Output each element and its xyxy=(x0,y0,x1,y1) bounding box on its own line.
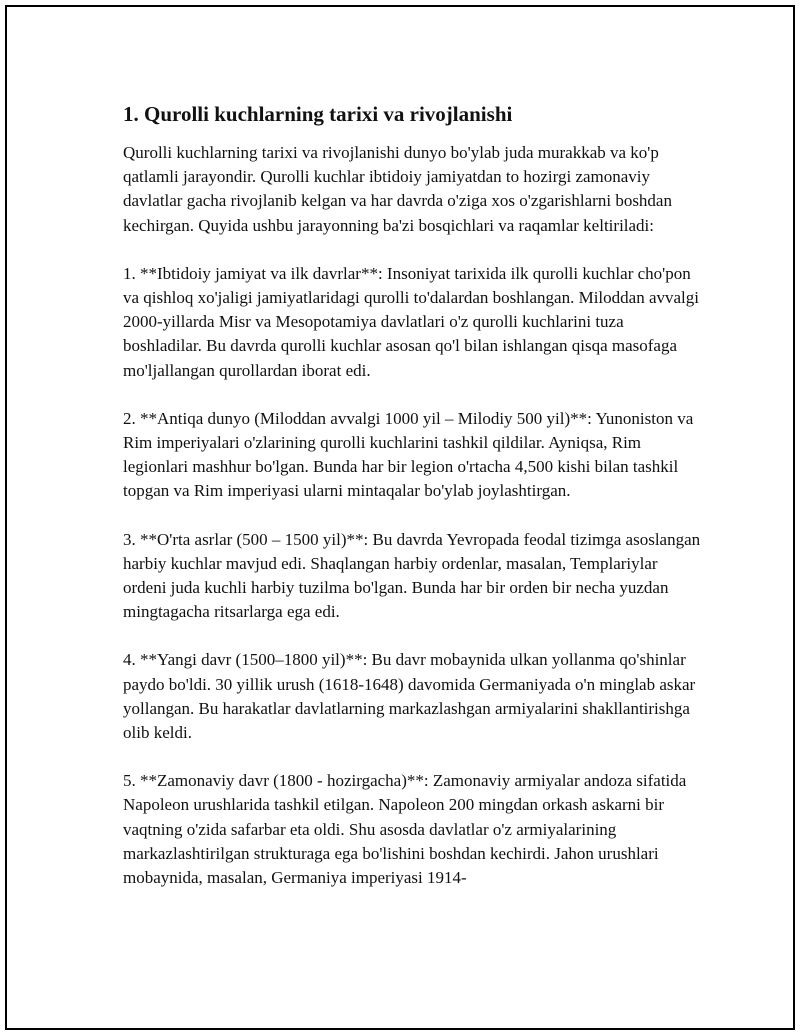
document-body xyxy=(123,100,703,914)
period-paragraph-antiquity: 2. **Antiqa dunyo (Miloddan avvalgi 1000 yil – Milodiy 500 yil)**: Yunoniston va Rim imperiyalari o'zlarining qurolli kuchlarini tashkil qildilar. Ayniqsa, Rim legionlari mashhur bo'lgan. Bunda har bir legion o'rtacha 4,500 kishi bilan tashkil topgan va Rim imperiyasi ularni mintaqalar bo'ylab joylashtirgan. xyxy=(123,408,694,501)
period-paragraph-modern: 5. **Zamonaviy davr (1800 - hozirgacha)**: Zamonaviy armiyalar andoza sifatida Napoleon urushlarida tashkil etilgan. Napoleon 200 mingdan orkash askarni bir vaqtning o'zida safarbar eta oldi. Shu asosda davlatlar o'z armiyalarining markazlashtirilgan strukturaga ega bo'lishini boshdan kechirdi. Jahon urushlari mobaynida, masalan, Germaniya imperiyasi 1914- xyxy=(123,771,687,888)
period-paragraph-early-modern: 4. **Yangi davr (1500–1800 yil)**: Bu davr mobaynida ulkan yollanma qo'shinlar paydo bo'ldi. 30 yillik urush (1618-1648) davomida Germaniyada o'n minglab askar yollangan. Bu harakatlar davlatlarning markazlashgan armiyalarini shakllantirishga olib keldi. xyxy=(123,650,696,743)
section-heading: 1. Qurolli kuchlarning tarixi va rivojlanishi xyxy=(123,102,513,126)
period-paragraph-primitive: 1. **Ibtidoiy jamiyat va ilk davrlar**: Insoniyat tarixida ilk qurolli kuchlar cho'pon va qishloq xo'jaligi jamiyatlaridagi qurolli to'dalardan boshlangan. Miloddan avvalgi 2000-yillarda Misr va Mesopotamiya davlatlari o'z qurolli kuchlarini tuza boshladilar. Bu davrda qurolli kuchlar asosan qo'l bilan ishlangan qisqa masofaga mo'ljallangan qurollardan iborat edi. xyxy=(123,263,699,380)
intro-paragraph: Qurolli kuchlarning tarixi va rivojlanishi dunyo bo'ylab juda murakkab va ko'p qatlamli jarayondir. Qurolli kuchlar ibtidoiy jamiyatdan to hozirgi zamonaviy davlatlar gacha rivojlanib kelgan va har davrda o'ziga xos o'zgarishlarni boshdan kechirgan. Quyida ushbu jarayonning ba'zi bosqichlari va raqamlar keltiriladi: xyxy=(123,143,672,235)
page-frame xyxy=(5,5,795,1030)
period-paragraph-middle-ages: 3. **O'rta asrlar (500 – 1500 yil)**: Bu davrda Yevropada feodal tizimga asoslangan harbiy kuchlar mavjud edi. Shaqlangan harbiy ordenlar, masalan, Templariylar ordeni juda kuchli harbiy tuzilma bo'lgan. Bunda har bir orden bir necha yuzdan mingtagacha ritsarlarga ega edi. xyxy=(123,529,701,622)
